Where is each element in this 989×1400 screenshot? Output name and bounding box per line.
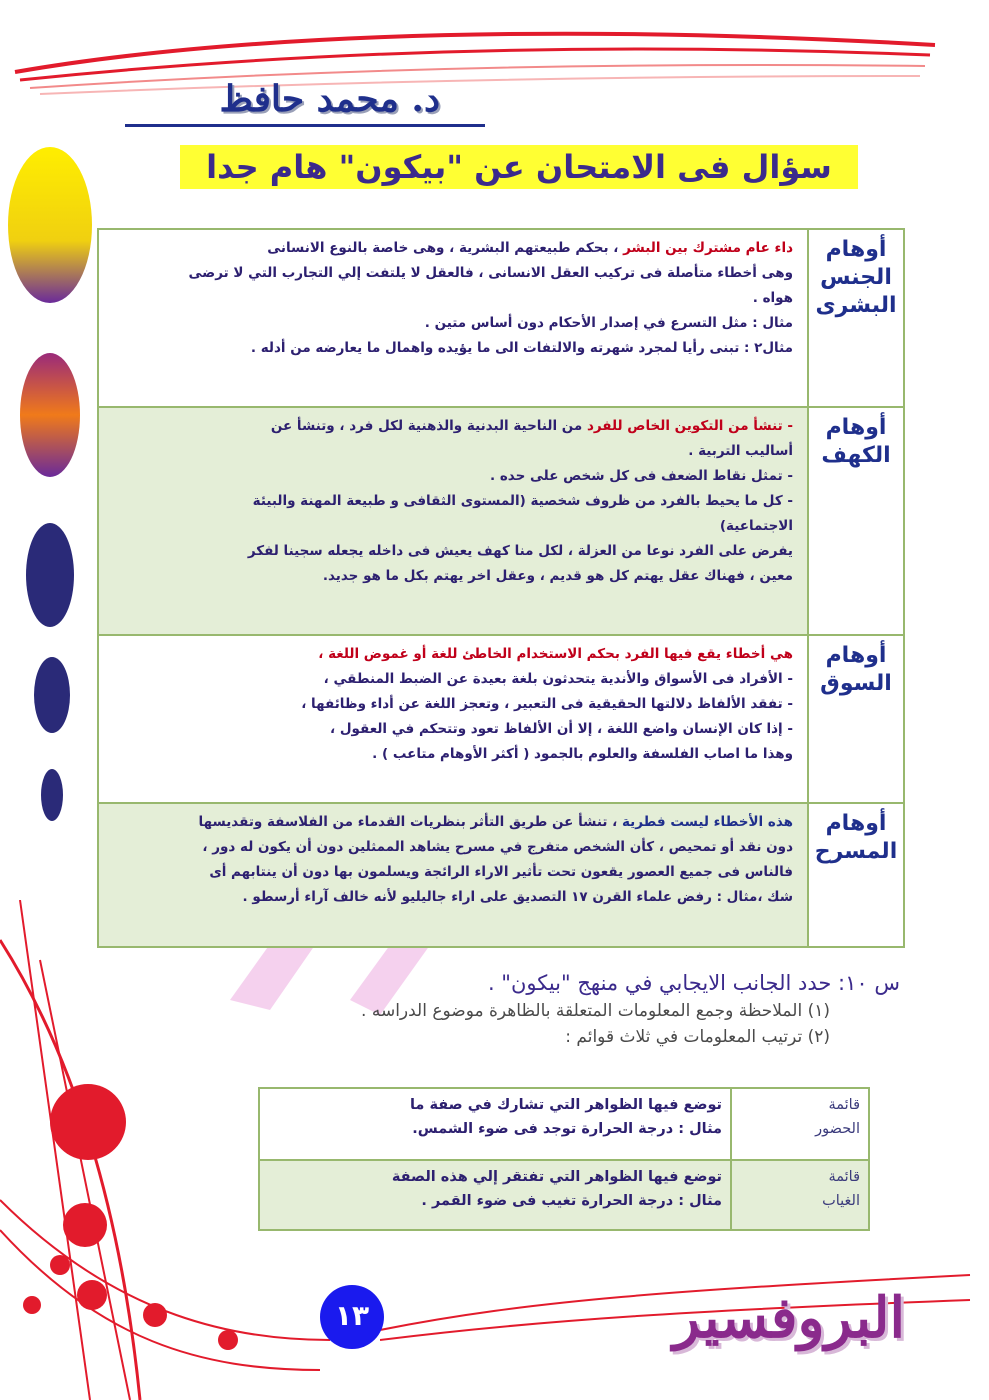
red-circle-small-1 <box>50 1255 70 1275</box>
header-swoosh <box>0 0 989 140</box>
author-underline <box>125 124 485 127</box>
idol-lead: هي أخطاء يقع فيها الفرد بحكم الاستخدام الخاطئ للغة أو غموض اللغة ، <box>318 646 793 662</box>
table-row-cave <box>98 407 904 635</box>
idol-description: داء عام مشترك بين البشر ، بحكم طبيعتهم البشرية ، وهى خاصة بالنوع الانسانى وهى أخطاء متأصلة فى تركيب العقل الانسانى ، فالعقل لا يلتفت إلي التجارب التي لا ترضى هواه . مثال : مثل التسرع في إصدار الأحكام دون أساس متين . مثال٢ : تبنى رأيا لمجرد شهرته والالتفات الى ما يؤيده واهمال ما يعارضه من أدله . <box>98 229 808 407</box>
idol-lead: هذه الأخطاء ليست فطرية <box>621 814 793 830</box>
red-circle-small-4 <box>143 1303 167 1327</box>
list-description: توضع فيها الظواهر التي تشارك في صفة ما مثال : درجة الحرارة توجد فى ضوء الشمس. <box>259 1088 731 1160</box>
table-row-theatre <box>98 803 904 947</box>
oval-navy-3 <box>41 769 63 821</box>
red-circle-medium <box>63 1203 107 1247</box>
idol-label: أوهام الجنس البشرى <box>808 229 904 407</box>
oval-navy-1 <box>26 523 74 627</box>
list-label: قائمة الغياب <box>731 1160 869 1230</box>
idol-description: هي أخطاء يقع فيها الفرد بحكم الاستخدام الخاطئ للغة أو غموض اللغة ، - الأفراد فى الأسواق والأندية يتحدثون بلغة بعيدة عن الضبط المنطقي ، - تفقد الألفاظ دلالتها الحقيقية فى التعبير ، وتعجز اللغة عن أداء وظائفها ، - إذا كان الإنسان واضع اللغة ، إلا أن الألفاظ تعود وتتحكم في العقول ، وهذا ما اصاب الفلسفة والعلوم بالجمود ( أكثر الأوهام متاعب ) . <box>98 635 808 803</box>
side-ovals <box>0 140 100 840</box>
oval-yellow <box>8 147 92 303</box>
idol-lead: - تنشأ من التكوين الخاص للفرد <box>586 418 793 434</box>
idol-label: أوهام المسرح <box>808 803 904 947</box>
list-label: قائمة الحضور <box>731 1088 869 1160</box>
lists-table <box>258 1087 870 1231</box>
list-description: توضع فيها الظواهر التي تفتقر إلي هذه الصفة مثال : درجة الحرارة تغيب فى ضوء القمر . <box>259 1160 731 1230</box>
idol-description: - تنشأ من التكوين الخاص للفرد من الناحية البدنية والذهنية لكل فرد ، وتنشأ عن أساليب التربية . - تمثل نقاط الضعف فى كل شخص على حده . - كل ما يحيط بالفرد من ظروف شخصية (المستوى الثقافى و طبيعة المهنة والبيئة الاجتماعية) يفرض على الفرد نوعا من العزلة ، لكل منا كهف يعيش فى داخله يجعله سجينا لفكر معين ، فهناك عقل يهتم كل هو قديم ، وعقل اخر يهتم بكل ما هو جديد. <box>98 407 808 635</box>
idol-description: هذه الأخطاء ليست فطرية ، تنشأ عن طريق التأثر بنظريات القدماء من الفلاسفة وتقديسها دون نقد أو تمحيص ، كأن الشخص متفرج في مسرح يشاهد الممثلين دون أن يكون له دور ، فالناس فى جميع العصور يقعون تحت تأثير الاراء الرائجة ويسلمون بها دون أن ينتابهم أى شك ،مثال : رفض علماء القرن ١٧ التصديق على اراء جاليليو لأنه خالف آراء أرسطو . <box>98 803 808 947</box>
table-row-presence <box>259 1088 869 1160</box>
answer-line: (١) الملاحظة وجمع المعلومات المتعلقة بالظاهرة موضوع الدراسه . <box>361 1001 830 1021</box>
oval-orange <box>20 353 80 477</box>
table-row-market <box>98 635 904 803</box>
question-10 <box>260 968 900 1050</box>
table-row-absence <box>259 1160 869 1230</box>
red-circle-small-5 <box>218 1330 238 1350</box>
oval-navy-2 <box>34 657 70 733</box>
page-number: ١٣ <box>320 1285 384 1349</box>
idol-label: أوهام السوق <box>808 635 904 803</box>
idol-lead: داء عام مشترك بين البشر <box>623 240 793 256</box>
question-text: س ١٠: حدد الجانب الايجابي في منهج "بيكون" . <box>487 971 900 995</box>
red-circle-large <box>50 1084 126 1160</box>
idols-table <box>97 228 905 948</box>
red-circle-small-3 <box>23 1296 41 1314</box>
brand-logo: البروفسير <box>673 1285 905 1351</box>
answer-line: (٢) ترتيب المعلومات في ثلاث قوائم : <box>565 1027 830 1047</box>
red-circle-small-2 <box>77 1280 107 1310</box>
idol-label: أوهام الكهف <box>808 407 904 635</box>
author-name: د. محمد حافظ <box>219 78 440 120</box>
page-title: سؤال فى الامتحان عن "بيكون" هام جدا <box>180 145 858 189</box>
table-row-species <box>98 229 904 407</box>
